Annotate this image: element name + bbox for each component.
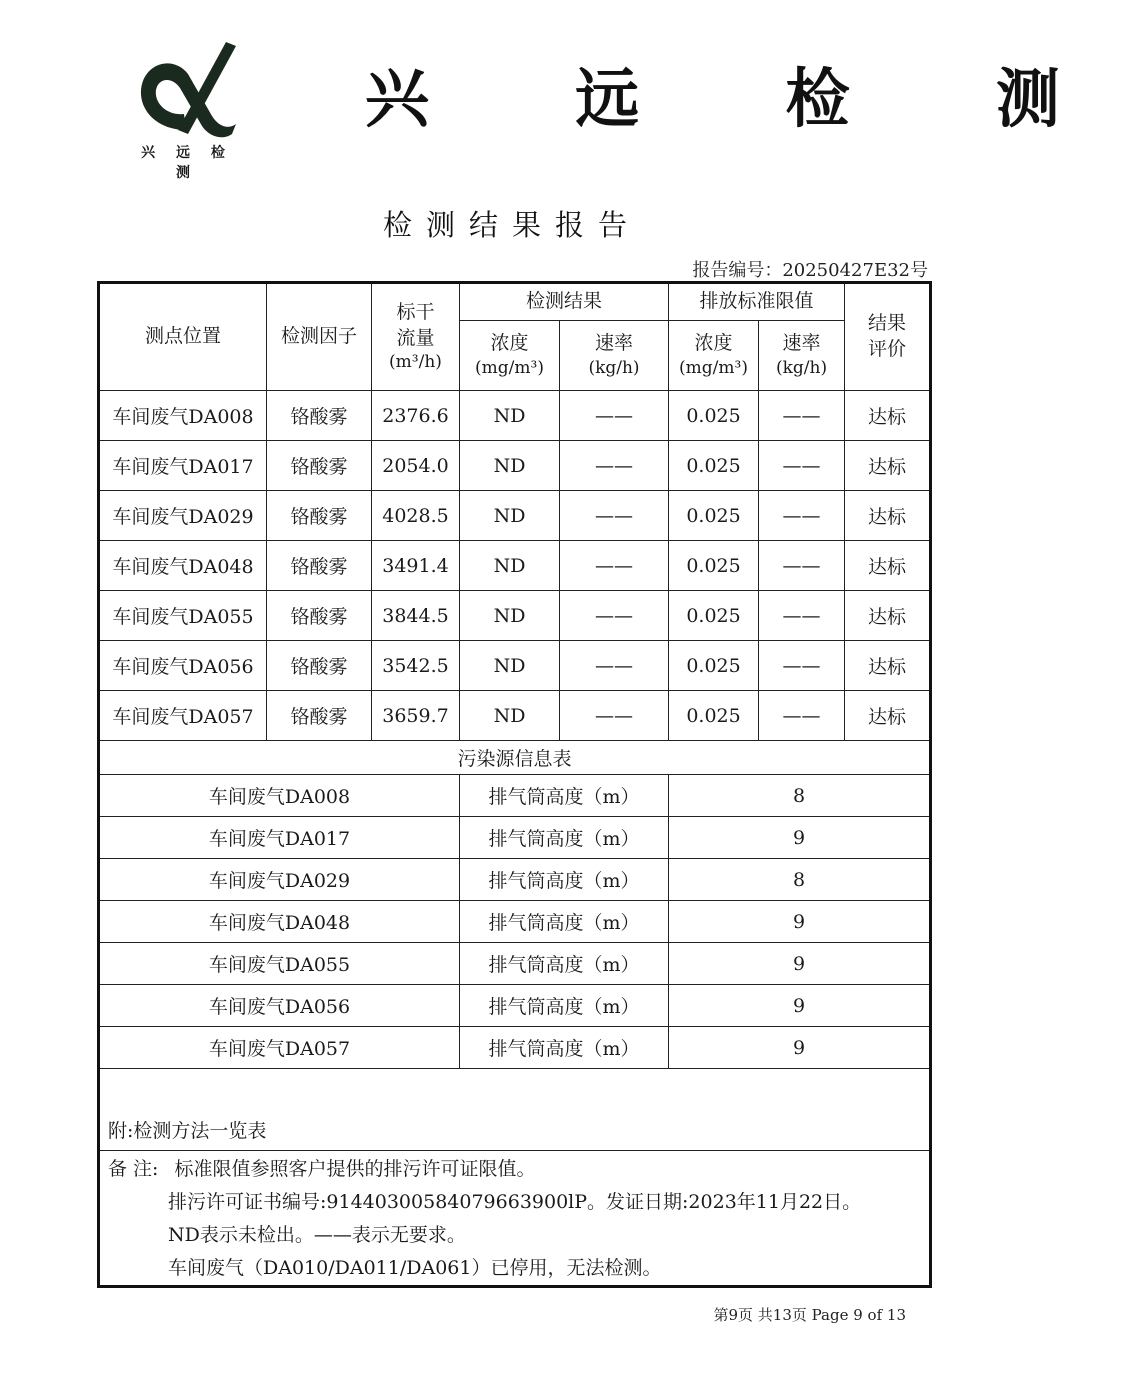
source-label: 排气筒高度（m）: [460, 775, 669, 817]
source-label: 排气筒高度（m）: [460, 985, 669, 1027]
cell-flow: 3542.5: [372, 641, 460, 691]
header-factor: 检测因子: [267, 283, 372, 391]
cell-eval: 达标: [845, 491, 931, 541]
cell-eval: 达标: [845, 541, 931, 591]
source-location: 车间废气DA008: [99, 775, 460, 817]
source-value: 9: [669, 943, 931, 985]
remark-line-4: 车间废气（DA010/DA011/DA061）已停用，无法检测。: [168, 1257, 662, 1279]
header-evaluation-label: 结果评价: [868, 312, 907, 360]
remark-label: 备 注:: [108, 1158, 159, 1180]
remark-line-3: ND表示未检出。——表示无要求。: [168, 1224, 466, 1246]
header-limit-group: 排放标准限值: [669, 283, 845, 321]
report-number: 报告编号：20250427E32号: [692, 260, 928, 281]
source-value: 9: [669, 901, 931, 943]
cell-rate: ——: [560, 391, 669, 441]
source-value: 9: [669, 817, 931, 859]
cell-location: 车间废气DA055: [99, 591, 267, 641]
table-row: [99, 391, 931, 441]
source-label: 排气筒高度（m）: [460, 943, 669, 985]
logo-caption: 兴 远 检 测: [141, 145, 233, 181]
cell-limit-rate: ——: [759, 541, 845, 591]
page-footer: 第9页 共13页 Page 9 of 13: [713, 1306, 906, 1324]
cell-flow: 2054.0: [372, 441, 460, 491]
source-row: [99, 859, 931, 901]
header-limit-rate: [759, 321, 845, 391]
cell-conc: ND: [460, 541, 560, 591]
cell-limit-conc: 0.025: [669, 641, 759, 691]
cell-rate: ——: [560, 441, 669, 491]
source-value: 8: [669, 859, 931, 901]
cell-conc: ND: [460, 441, 560, 491]
cell-rate: ——: [560, 591, 669, 641]
cell-limit-rate: ——: [759, 391, 845, 441]
appendix-label: 附:检测方法一览表: [108, 1120, 267, 1142]
source-value: 9: [669, 1027, 931, 1069]
source-row: [99, 817, 931, 859]
cell-factor: 铬酸雾: [267, 641, 372, 691]
cell-limit-conc: 0.025: [669, 591, 759, 641]
cell-eval: 达标: [845, 691, 931, 741]
header-limit-conc: [669, 321, 759, 391]
cell-location: 车间废气DA057: [99, 691, 267, 741]
cell-factor: 铬酸雾: [267, 441, 372, 491]
header-result-conc-unit: (mg/m³): [475, 357, 544, 378]
cell-limit-conc: 0.025: [669, 541, 759, 591]
appendix-cell: [99, 1069, 931, 1151]
header-result-conc-label: 浓度: [490, 332, 529, 355]
cell-rate: ——: [560, 641, 669, 691]
cell-flow: 4028.5: [372, 491, 460, 541]
source-value: 8: [669, 775, 931, 817]
header-limit-conc-label: 浓度: [694, 332, 733, 355]
header-result-group: 检测结果: [460, 283, 669, 321]
cell-limit-conc: 0.025: [669, 691, 759, 741]
cell-factor: 铬酸雾: [267, 691, 372, 741]
table-row: [99, 641, 931, 691]
cell-location: 车间废气DA029: [99, 491, 267, 541]
header-limit-rate-label: 速率: [782, 332, 821, 355]
source-location: 车间废气DA055: [99, 943, 460, 985]
header-limit-conc-unit: (mg/m³): [679, 357, 748, 378]
cell-eval: 达标: [845, 591, 931, 641]
table-row: [99, 491, 931, 541]
cell-limit-rate: ——: [759, 491, 845, 541]
cell-limit-conc: 0.025: [669, 441, 759, 491]
source-location: 车间废气DA017: [99, 817, 460, 859]
header-limit-rate-unit: (kg/h): [775, 357, 828, 378]
source-location: 车间废气DA056: [99, 985, 460, 1027]
remark-text-1: 标准限值参照客户提供的排污许可证限值。: [174, 1158, 536, 1180]
cell-flow: 3659.7: [372, 691, 460, 741]
header-flow: [372, 283, 460, 391]
cell-limit-rate: ——: [759, 441, 845, 491]
cell-eval: 达标: [845, 441, 931, 491]
cell-location: 车间废气DA056: [99, 641, 267, 691]
cell-limit-conc: 0.025: [669, 391, 759, 441]
cell-factor: 铬酸雾: [267, 391, 372, 441]
header-result-conc: [460, 321, 560, 391]
table-row: [99, 441, 931, 491]
table-row: [99, 541, 931, 591]
cell-rate: ——: [560, 491, 669, 541]
source-label: 排气筒高度（m）: [460, 1027, 669, 1069]
source-location: 车间废气DA048: [99, 901, 460, 943]
cell-conc: ND: [460, 691, 560, 741]
cell-flow: 3491.4: [372, 541, 460, 591]
table-row: [99, 691, 931, 741]
source-info-title: 污染源信息表: [99, 741, 931, 775]
cell-conc: ND: [460, 391, 560, 441]
cell-factor: 铬酸雾: [267, 491, 372, 541]
company-name: 兴 远 检 测: [365, 62, 1122, 137]
source-row: [99, 985, 931, 1027]
cell-factor: 铬酸雾: [267, 591, 372, 641]
cell-location: 车间废气DA048: [99, 541, 267, 591]
header-result-rate-label: 速率: [595, 332, 634, 355]
source-label: 排气筒高度（m）: [460, 859, 669, 901]
source-row: [99, 775, 931, 817]
cell-conc: ND: [460, 491, 560, 541]
header-result-rate-unit: (kg/h): [588, 357, 640, 378]
cell-flow: 3844.5: [372, 591, 460, 641]
cell-limit-rate: ——: [759, 641, 845, 691]
source-row: [99, 1027, 931, 1069]
source-label: 排气筒高度（m）: [460, 817, 669, 859]
source-location: 车间废气DA057: [99, 1027, 460, 1069]
remarks-cell: [99, 1151, 931, 1287]
header-evaluation: [845, 283, 931, 391]
header-result-rate: [560, 321, 669, 391]
remark-line-2: 排污许可证书编号:91440300584079663900lP。发证日期:2023年11月22日。: [168, 1191, 862, 1213]
table-row: [99, 591, 931, 641]
source-value: 9: [669, 985, 931, 1027]
cell-location: 车间废气DA017: [99, 441, 267, 491]
report-title: 检测结果报告: [382, 208, 641, 242]
cell-limit-conc: 0.025: [669, 491, 759, 541]
cell-eval: 达标: [845, 641, 931, 691]
header-flow-label: 标干流量: [396, 300, 435, 349]
cell-rate: ——: [560, 691, 669, 741]
header-flow-unit: (m³/h): [389, 352, 442, 373]
source-label: 排气筒高度（m）: [460, 901, 669, 943]
source-row: [99, 943, 931, 985]
source-location: 车间废气DA029: [99, 859, 460, 901]
results-table: [97, 281, 932, 1288]
cell-factor: 铬酸雾: [267, 541, 372, 591]
cell-conc: ND: [460, 591, 560, 641]
source-row: [99, 901, 931, 943]
remark-line-1: [108, 1153, 929, 1186]
cell-flow: 2376.6: [372, 391, 460, 441]
cell-limit-rate: ——: [759, 591, 845, 641]
cell-limit-rate: ——: [759, 691, 845, 741]
cell-location: 车间废气DA008: [99, 391, 267, 441]
cell-eval: 达标: [845, 391, 931, 441]
cell-rate: ——: [560, 541, 669, 591]
cell-conc: ND: [460, 641, 560, 691]
header-location: 测点位置: [99, 283, 267, 391]
